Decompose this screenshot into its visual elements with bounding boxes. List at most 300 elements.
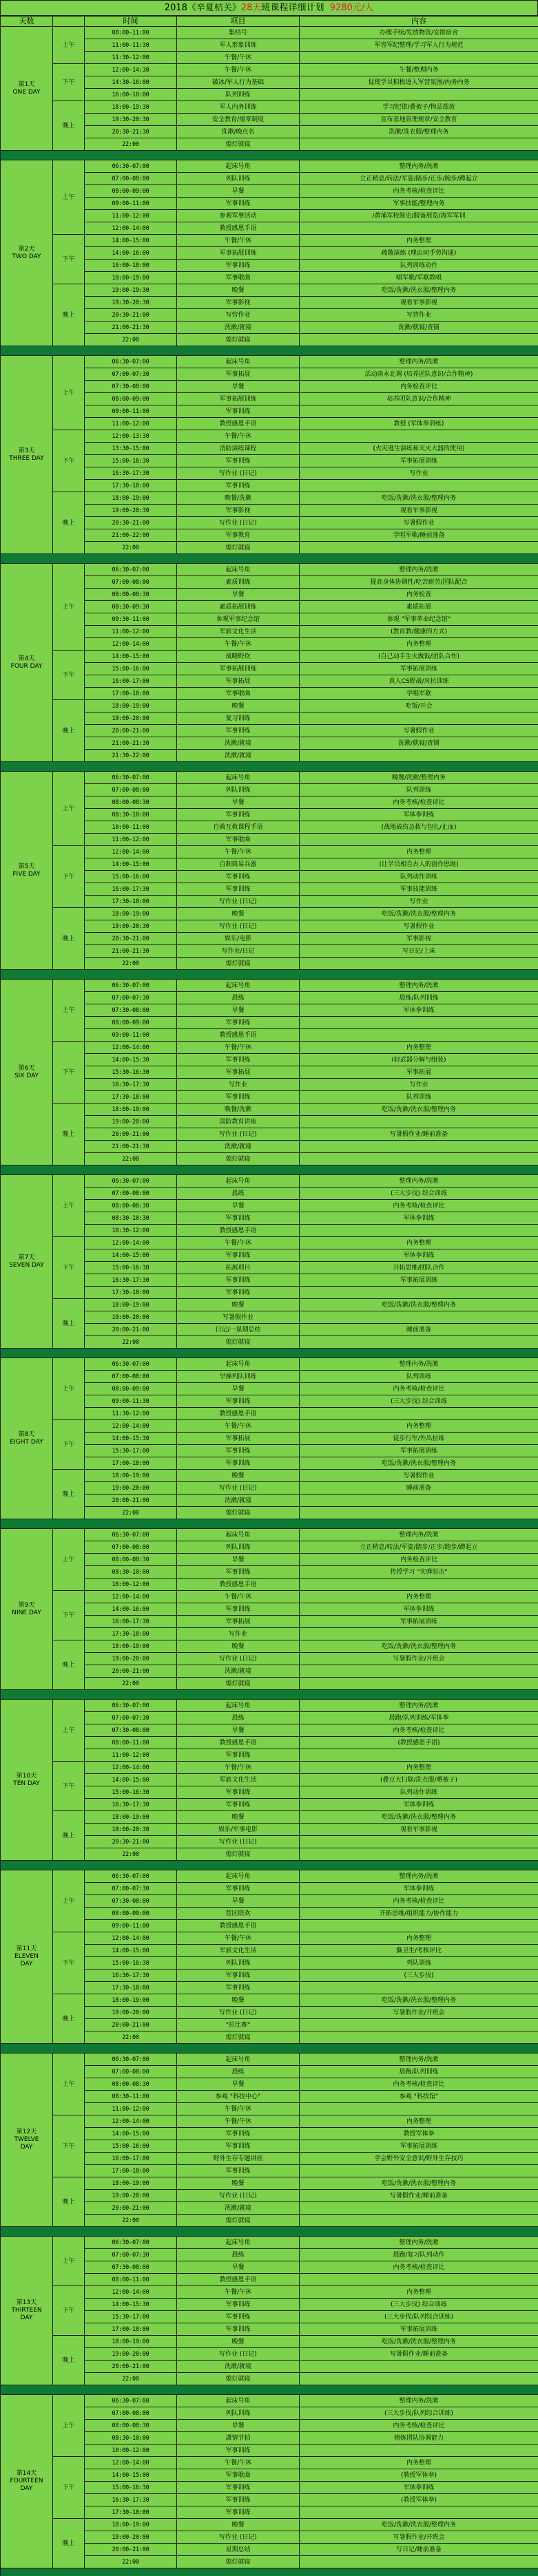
content-cell: 吃饭/开会 [300,700,538,712]
time-cell: 21:00-21:30 [85,737,177,750]
time-cell: 15:30-17:00 [85,1445,177,1457]
time-cell: 15:00-16:00 [85,663,177,675]
item-cell: 写营作业 [177,309,300,321]
content-cell: 内务考核/检查评比 [300,1383,538,1395]
item-cell: 熄灯就寝 [177,542,300,554]
item-cell: 军事训练 [177,1982,300,1994]
item-cell: 晚餐 [177,284,300,297]
time-cell: 21:00-21:30 [85,1141,177,1153]
content-cell: 开拓思维/团队合作 [300,1262,538,1274]
time-cell: 22:00 [85,1336,177,1349]
time-cell: 20:00-21:00 [85,1324,177,1336]
item-cell: 早餐 [177,1004,300,1017]
item-cell: 起床号角 [177,564,300,576]
content-cell: 写作业 [300,467,538,480]
content-cell: 午餐/整理内务 [300,64,538,76]
day-separator-bar [1,2385,538,2395]
schedule-row [1,2237,538,2249]
content-cell [300,2361,538,2373]
time-cell: 11:00-12:00 [85,2103,177,2115]
time-cell: 14:00-15:30 [85,2299,177,2311]
item-cell: 军事训练 [177,2494,300,2506]
item-cell: 参观军事纪念馆 [177,613,300,626]
time-cell: 19:00-20:30 [85,1824,177,1836]
period-label: 下午 [53,1420,85,1470]
day-separator-bar [1,151,538,160]
time-cell: 16:30-17:30 [85,467,177,480]
content-cell [300,1311,538,1324]
schedule-row [1,1299,538,1311]
day-separator-bar [1,2044,538,2054]
day-separator [1,346,538,356]
period-label: 晚上 [53,1640,85,1690]
content-cell: 内务检查评比 [300,1554,538,1566]
item-cell: 列队训练 [177,1541,300,1554]
time-cell: 14:00-15:30 [85,1433,177,1445]
content-cell: 内务考核/检查评比 [300,2261,538,2274]
period-label: 晚上 [53,284,85,346]
period-label: 上午 [53,160,85,235]
content-cell: 洗漱/就寝/查铺 [300,321,538,334]
time-cell: 08:00-09:00 [85,393,177,405]
time-cell: 08:00-08:30 [85,1200,177,1212]
time-cell: 07:00-08:00 [85,2066,177,2078]
item-cell: 晚餐 [177,2177,300,2190]
content-cell: 立正稍息/转法/军姿/踏步/正步/跑步/蹲起立 [300,1541,538,1554]
schedule-row [1,1042,538,1054]
item-cell: 起床号角 [177,356,300,368]
item-cell: 军事训练 [177,2299,300,2311]
time-cell: 07:30-08:00 [85,1004,177,1017]
content-cell: 内务整理 [300,1932,538,1945]
period-label: 晚上 [53,101,85,151]
item-cell: 教授感恩手语 [177,1029,300,1042]
content-cell: (战地战伤急救与包扎/止血) [300,821,538,834]
content-cell [300,2274,538,2286]
schedule-row [1,1420,538,1433]
time-cell: 16:00-17:00 [85,2153,177,2165]
content-cell: 写暑假作业 [300,1470,538,1482]
day-separator [1,2044,538,2054]
content-cell: 学习纪律/叠被子/物品摆放 [300,101,538,114]
item-cell: 教授感恩手语 [177,1920,300,1932]
schedule-row [1,2115,538,2128]
item-cell: 军事训练 [177,1883,300,1895]
time-cell: 20:00-21:00 [85,1495,177,1507]
content-cell: 写暑假作业/睡前准备 [300,1128,538,1141]
item-cell: 早餐 [177,1383,300,1395]
item-cell: 军旅文化生活 [177,626,300,638]
time-cell: 18:00-19:00 [85,1640,177,1653]
time-cell: 19:00-20:00 [85,2190,177,2202]
period-label: 下午 [53,846,85,908]
content-cell: 整理内务/洗漱 [300,2395,538,2407]
schedule-row [1,1870,538,1883]
content-cell: 军事拓展 [300,1066,538,1079]
schedule-row [1,980,538,992]
content-cell [300,2103,538,2115]
content-cell: 内务考核/检查评比 [300,1895,538,1908]
item-cell: 熄灯就寝 [177,1153,300,1165]
schedule-row [1,1994,538,2007]
time-cell: 19:30-20:30 [85,297,177,309]
time-cell: 12:00-14:00 [85,1932,177,1945]
period-label: 上午 [53,2395,85,2457]
period-label: 下午 [53,651,85,700]
time-cell: 20:00-21:00 [85,2361,177,2373]
time-cell: 14:00-15:30 [85,1054,177,1066]
content-cell [300,2556,538,2568]
schedule-row [1,64,538,76]
time-cell: 14:30-16:00 [85,76,177,89]
content-cell: (三大步伐) 综合训练 [300,2299,538,2311]
content-cell [300,1665,538,1678]
item-cell: 洗漱/就寝 [177,737,300,750]
content-cell [300,405,538,418]
time-cell: 09:00-11:00 [85,1029,177,1042]
content-cell: 军事影视 [300,933,538,945]
item-cell: 写作业 (日记) [177,2531,300,2544]
time-cell: 15:00-16:30 [85,1957,177,1970]
time-cell: 14:00-15:00 [85,1945,177,1957]
content-cell [300,1579,538,1591]
content-cell: 参观 "科技馆" [300,2091,538,2103]
content-cell: 军体拳训练 [300,1799,538,1811]
time-cell: 06:30-07:00 [85,1870,177,1883]
content-cell: 吃饭/洗漱/洗衣服/整理内务 [300,1104,538,1116]
time-cell: 11:00-12:00 [85,210,177,222]
time-cell: 08:00-09:00 [85,1908,177,1920]
time-cell: 18:00-19:00 [85,1299,177,1311]
header-row [1,17,538,27]
content-cell: 内务整理 [300,2457,538,2469]
item-cell: 午餐/午休 [177,64,300,76]
title-prefix: 2018《辛夏桔关》 [164,3,241,13]
time-cell: 08:00-08:30 [85,1554,177,1566]
day-label: 第9天 NINE DAY [1,1529,53,1690]
content-cell: 内务整理 [300,2115,538,2128]
time-cell: 19:00-20:00 [85,1653,177,1665]
content-cell: 内务检查评比 [300,381,538,393]
time-cell: 07:30-08:00 [85,1895,177,1908]
time-cell: 15:00-16:30 [85,455,177,467]
period-label: 下午 [53,2457,85,2519]
period-label: 下午 [53,2286,85,2336]
time-cell: 22:00 [85,958,177,970]
content-cell: 撕卫生/考核评比 [300,1945,538,1957]
schedule-row [1,564,538,576]
item-cell: 军事歌曲 [177,272,300,284]
time-cell: 18:00-19:00 [85,1104,177,1116]
content-cell [300,1678,538,1690]
day-separator [1,2568,538,2576]
content-cell: 内务整理 [300,1591,538,1603]
time-cell: 12:00-14:00 [85,2457,177,2469]
content-cell: (三大步伐) 综合训练 [300,1395,538,1408]
time-cell: 12:00-14:00 [85,1237,177,1249]
content-cell [300,1920,538,1932]
time-cell: 14:00-15:00 [85,1249,177,1262]
schedule-row [1,908,538,920]
item-cell: 早餐 [177,1200,300,1212]
content-cell: 培养团队意识/合作精神 [300,393,538,405]
content-cell: 整理内务/洗漱 [300,1700,538,1712]
item-cell: 写作业 (日记) [177,896,300,908]
content-cell: (三大步伐/队列综合训练) [300,2407,538,2420]
time-cell: 08:30-09:30 [85,601,177,613]
time-cell: 18:00-19:00 [85,2519,177,2531]
title-middle: 班课程详细计划 [261,3,324,13]
day-separator-bar [1,346,538,356]
day-separator [1,151,538,160]
time-cell: 15:00-16:30 [85,2482,177,2494]
time-cell: 18:00-19:00 [85,2336,177,2348]
period-label: 上午 [53,564,85,651]
time-cell: 14:00-15:00 [85,858,177,871]
content-cell [300,222,538,235]
item-cell: 晚餐 [177,1299,300,1311]
item-cell: 熄灯就寝 [177,2031,300,2044]
content-cell: 内务考核/检查评比 [300,185,538,198]
day-separator [1,1861,538,1870]
period-label: 下午 [53,1591,85,1640]
item-cell: 起床号角 [177,772,300,784]
time-cell: 12:00-13:30 [85,430,177,443]
time-cell: 08:00-08:30 [85,796,177,809]
item-cell: 军事训练 [177,2128,300,2140]
day-separator [1,970,538,980]
item-cell: 教授感恩手语 [177,1408,300,1420]
period-label: 晚上 [53,2336,85,2385]
item-cell: 军事训练 [177,871,300,883]
time-cell: 22:00 [85,2373,177,2385]
item-cell: 军事拓展训练 [177,247,300,260]
item-cell: 星期总结 [177,2544,300,2556]
time-cell: 08:00-09:00 [85,1383,177,1395]
content-cell: 内务整理 [300,2286,538,2299]
day-label: 第7天 SEVEN DAY [1,1175,53,1349]
item-cell: 自制简易兵器 [177,858,300,871]
content-cell [300,1017,538,1029]
item-cell: 军事训练 [177,2140,300,2153]
day-separator-bar [1,1349,538,1358]
content-cell [300,1153,538,1165]
content-cell [300,1848,538,1861]
content-cell: 晨练/队列训练 [300,992,538,1004]
item-cell: 队列训练 [177,89,300,101]
content-cell: 提高身体协调性/吃苦耐劳/团队配合 [300,576,538,589]
content-cell: (轻武器分解与组装) [300,1054,538,1066]
item-cell: 军旅文化生活 [177,1945,300,1957]
time-cell: 16:00-18:00 [85,89,177,101]
content-cell [300,1287,538,1299]
item-cell: 教授感恩手语 [177,1579,300,1591]
period-label: 晚上 [53,908,85,970]
day-separator-bar [1,1165,538,1175]
time-cell: 17:00-18:00 [85,688,177,700]
time-cell: 12:00-14:00 [85,1420,177,1433]
item-cell: 午餐/午休 [177,1932,300,1945]
time-cell: 09:00-11:00 [85,198,177,210]
content-cell: 内务整理 [300,1237,538,1249]
content-cell: 写暑假作业/开班会 [300,2531,538,2544]
content-cell [300,2373,538,2385]
time-cell: 07:00-08:00 [85,784,177,796]
content-cell: (三大步伐) 综合训练 [300,1187,538,1200]
content-cell: 军事技能/整理内务 [300,198,538,210]
time-cell: 19:00-20:30 [85,505,177,517]
content-cell [300,542,538,554]
item-cell: 晚餐 [177,1811,300,1824]
item-cell: 晨练 [177,992,300,1004]
content-cell: 内务整理 [300,1042,538,1054]
item-cell: 写作业 (日记) [177,1482,300,1495]
content-cell: 熔炼团队协调能力 [300,2432,538,2445]
time-cell: 07:00-08:00 [85,173,177,185]
content-cell: 整理内务/洗漱 [300,1358,538,1371]
content-cell: (教授军体拳) [300,2469,538,2482]
item-cell: 早餐 [177,1724,300,1737]
time-cell: 06:30-07:00 [85,160,177,173]
item-cell: 晚餐 [177,1640,300,1653]
item-cell: 起床号角 [177,980,300,992]
time-cell: 07:00-08:00 [85,1187,177,1200]
time-cell: 14:00-15:00 [85,1774,177,1786]
content-cell: 吃饭/洗漱/洗衣服/整理内务 [300,1299,538,1311]
time-cell: 11:00-12:00 [85,418,177,430]
time-cell: 08:00-08:30 [85,2078,177,2091]
time-cell: 16:00-17:00 [85,675,177,688]
content-cell: 吃饭/洗漱/洗衣服/整理内务 [300,1457,538,1470]
time-cell: 20:30-21:00 [85,1836,177,1848]
day-label: 第11天 ELEVEN DAY [1,1870,53,2044]
content-cell: 晨跑/队列训练 [300,2066,538,2078]
item-cell: 军事拓展 [177,1066,300,1079]
time-cell: 22:00 [85,1507,177,1519]
time-cell: 18:00-19:00 [85,1811,177,1824]
time-cell: 19:00-20:30 [85,920,177,933]
item-cell: 早餐 [177,381,300,393]
item-cell: 午餐/午休 [177,1237,300,1249]
content-cell: 写暑假作业 [300,725,538,737]
content-cell: (三大步伐) [300,1970,538,1982]
item-cell: 素质训练 [177,576,300,589]
time-cell: 06:30-07:00 [85,356,177,368]
item-cell: 写作业 (日记) [177,2007,300,2019]
item-cell: 洗漱/晚点名 [177,126,300,138]
time-cell: 08:00-08:30 [85,2420,177,2432]
time-cell: 14:00-15:00 [85,651,177,663]
item-cell: 安全教育/规章制度 [177,114,300,126]
item-cell: 晨练 [177,1712,300,1724]
time-cell: 15:30-17:00 [85,2311,177,2323]
day-label: 第4天 FOUR DAY [1,564,53,762]
schedule-row [1,2457,538,2469]
item-cell: 战略野炊 [177,651,300,663]
content-cell: 传授学习 "实弹射击" [300,1566,538,1579]
time-cell: 20:00-21:00 [85,2544,177,2556]
day-separator [1,1349,538,1358]
content-cell [300,1408,538,1420]
content-cell [300,2165,538,2177]
time-cell: 07:00-08:00 [85,2407,177,2420]
content-cell: 观看军事影视 [300,1824,538,1836]
time-cell: 07:30-08:00 [85,1724,177,1737]
time-cell: 10:00-11:00 [85,821,177,834]
item-cell: 晨练 [177,1187,300,1200]
item-cell: 早餐 [177,2078,300,2091]
time-cell: 14:00-15:00 [85,2128,177,2140]
time-cell: 11:30-12:00 [85,52,177,64]
day-separator [1,1519,538,1529]
content-cell: 整理内务/洗漱 [300,1529,538,1541]
day-separator [1,1165,538,1175]
time-cell: 18:00-19:00 [85,1470,177,1482]
item-cell: 日记/一星期总结 [177,1324,300,1336]
time-cell: 09:00-11:00 [85,1920,177,1932]
item-cell: 军事训练 [177,1799,300,1811]
time-cell: 06:30-07:00 [85,1358,177,1371]
time-cell: 15:00-16:30 [85,1262,177,1274]
schedule-row [1,1762,538,1774]
time-cell: 22:00 [85,138,177,151]
day-separator [1,2227,538,2237]
item-cell: 早餐 [177,2261,300,2274]
time-cell: 17:00-18:00 [85,2165,177,2177]
item-cell: 午餐/午休 [177,1591,300,1603]
time-cell: 16:30-17:30 [85,1970,177,1982]
day-separator-bar [1,2568,538,2576]
time-cell: 19:00-20:00 [85,1116,177,1128]
day-separator-bar [1,970,538,980]
item-cell: 军事训练 [177,725,300,737]
item-cell: 洗漱/就寝 [177,2202,300,2215]
day-label: 第8天 EIGHT DAY [1,1358,53,1519]
item-cell: 军事训练 [177,1457,300,1470]
item-cell: 晚餐 [177,2519,300,2531]
schedule-row [1,356,538,368]
day-label: 第14天 FOURTEEN DAY [1,2395,53,2568]
content-cell: 写暑假作业/开班会 [300,1653,538,1665]
day-label: 第6天 SIX DAY [1,980,53,1165]
schedule-row [1,1811,538,1824]
content-cell [300,1141,538,1153]
item-cell: 早餐 [177,2420,300,2432]
period-label: 下午 [53,2115,85,2177]
time-cell: 09:00-11:30 [85,1395,177,1408]
content-cell [300,334,538,346]
item-cell: 午餐/午休 [177,1762,300,1774]
time-cell: 11:00-12:00 [85,1749,177,1762]
content-cell: 吃饭/洗漱/洗衣服/整理内务 [300,1811,538,1824]
item-cell: 教授感恩手语 [177,1225,300,1237]
content-cell: 观看军事影视 [300,297,538,309]
item-cell: 早餐 [177,185,300,198]
time-cell: 17:30-18:00 [85,896,177,908]
time-cell: 12:00-14:00 [85,2115,177,2128]
item-cell: 晨练 [177,2066,300,2078]
time-cell: 18:00-19:00 [85,492,177,505]
time-cell: 15:00-16:00 [85,2140,177,2153]
item-cell: 晚餐 [177,2336,300,2348]
content-cell: (教授感恩手语) [300,1737,538,1749]
time-cell: 12:00-14:00 [85,2286,177,2299]
content-cell: 睡前准备 [300,1324,538,1336]
item-cell: 午餐/午休 [177,1042,300,1054]
time-cell: 06:30-07:00 [85,2237,177,2249]
item-cell: 教授感恩手语 [177,222,300,235]
content-cell: 队列训练 [300,1371,538,1383]
